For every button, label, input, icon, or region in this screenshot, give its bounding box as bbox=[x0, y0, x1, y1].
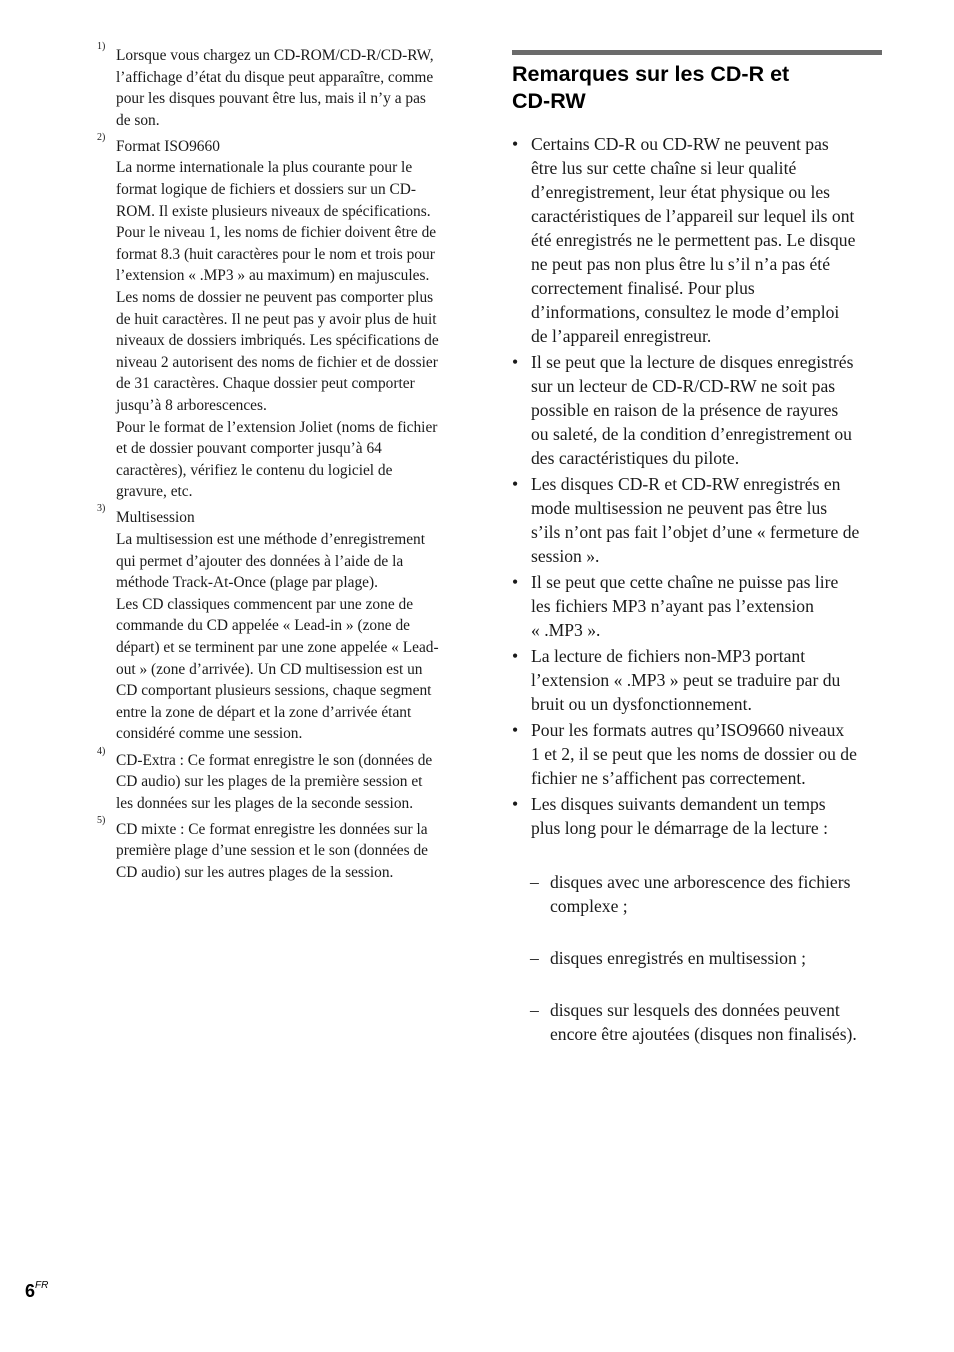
bullet-icon: • bbox=[512, 720, 519, 740]
footnote bbox=[97, 41, 469, 131]
section-heading: Remarques sur les CD-R et CD-RW bbox=[512, 62, 790, 113]
dash-icon: – bbox=[530, 872, 539, 892]
list-item-text: Pour les formats autres qu’ISO9660 niveaux 1 et 2, il se peut que les noms de dossier ou de fichier ne s’affichent pas correctement. bbox=[531, 720, 857, 788]
footnote bbox=[97, 131, 469, 503]
bullet-icon: • bbox=[512, 794, 519, 814]
sub-list-item bbox=[512, 870, 882, 918]
dash-icon: – bbox=[530, 1000, 539, 1020]
sub-list-item-text: disques enregistrés en multisession ; bbox=[550, 948, 807, 968]
footnote-text: Multisession La multisession est une méthode d’enregistrement qui permet d’ajouter des données à l’aide de la méthode Track-At-Once (plage par plage). Les CD classiques commencent par une zone de commande du CD appelée « Lead-in » (zone de départ) et se terminent par une zone appelée « Lead- out » (zone d’arrivée). Un CD multisession est un CD comportant plusieurs sessions, chaque segment entre la zone de départ et la zone d’arrivée étant considéré comme une session. bbox=[116, 509, 439, 743]
footnote-number: 4) bbox=[97, 745, 106, 757]
bullet-icon: • bbox=[512, 572, 519, 592]
section-divider bbox=[512, 50, 882, 55]
list-item-text: Il se peut que cette chaîne ne puisse pas lire les fichiers MP3 n’ayant pas l’extension « .MP3 ». bbox=[531, 572, 839, 640]
footnote-number: 2) bbox=[97, 131, 106, 143]
list-item-text: Les disques suivants demandent un temps plus long pour le démarrage de la lecture : bbox=[531, 794, 829, 838]
list-item-text: Les disques CD-R et CD-RW enregistrés en mode multisession ne peuvent pas être lus s’ils n’ont pas fait l’objet d’une « fermeture de session ». bbox=[531, 474, 860, 566]
footnote bbox=[97, 745, 469, 815]
bullet-icon: • bbox=[512, 352, 519, 372]
list-item bbox=[512, 644, 882, 716]
footnote-text: Format ISO9660 La norme internationale la plus courante pour le format logique de fichiers et dossiers sur un CD- ROM. Il existe plusieurs niveaux de spécifications. Pour le niveau 1, les noms de fichier doivent être de format 8.3 (huit caractères pour le nom et trois pour l’extension « .MP3 » au maximum) en majuscules. Les noms de dossier ne peuvent pas comporter plus de huit caractères. Il ne peut pas y avoir plus de huit niveaux de dossiers imbriqués. Les spécifications de niveau 2 autorisent des noms de fichier et de dossier de 31 caractères. Chaque dossier peut comporter jusqu’à 8 arborescences. Pour le format de l’extension Joliet (noms de fichier et de dossier pouvant comporter jusqu’à 64 caractères), vérifiez le contenu du logiciel de gravure, etc. bbox=[116, 137, 439, 501]
bullet-icon: • bbox=[512, 646, 519, 666]
cd-notes-section bbox=[512, 50, 882, 1096]
list-item-text: La lecture de fichiers non-MP3 portant l’extension « .MP3 » peut se traduire par du bruit ou un dysfonctionnement. bbox=[531, 646, 841, 714]
bullet-list bbox=[512, 132, 882, 1094]
list-item bbox=[512, 132, 882, 348]
list-item-text: Il se peut que la lecture de disques enregistrés sur un lecteur de CD-R/CD-RW ne soit pas possible en raison de la présence de rayures ou saleté, de la condition d’enregistrement ou des caractéristiques du pilote. bbox=[531, 352, 854, 468]
list-item bbox=[512, 472, 882, 568]
page-number-value: 6 bbox=[25, 1281, 36, 1301]
footnote bbox=[97, 814, 469, 884]
footnote-number: 5) bbox=[97, 814, 106, 826]
list-item-text: Certains CD-R ou CD-RW ne peuvent pas être lus sur cette chaîne si leur qualité d’enregistrement, leur état physique ou les caractéristiques de l’appareil sur lequel ils ont été enregistrés ne le permettent pas. Le disque ne peut pas non plus être lu s’il n’a pas été correctement finalisé. Pour plus d’informations, consultez le mode d’emploi de l’appareil enregistreur. bbox=[531, 134, 856, 346]
footnote-text: CD-Extra : Ce format enregistre le son (données de CD audio) sur les plages de la première session et les données sur les plages de la seconde session. bbox=[116, 751, 433, 812]
sub-list-item bbox=[512, 998, 882, 1046]
footnote-number: 3) bbox=[97, 503, 106, 515]
footnote-text: CD mixte : Ce format enregistre les données sur la première plage d’une session et le son (données de CD audio) sur les autres plages de la session. bbox=[116, 820, 428, 881]
bullet-icon: • bbox=[512, 474, 519, 494]
list-item bbox=[512, 792, 882, 1094]
list-item bbox=[512, 570, 882, 642]
sub-list-item bbox=[512, 946, 882, 970]
footnote-text: Lorsque vous chargez un CD-ROM/CD-R/CD-RW, l’affichage d’état du disque peut apparaître, comme pour les disques pouvant être lus, mais il n’y a pas de son. bbox=[116, 47, 434, 129]
sub-list-item-text: disques sur lesquels des données peuvent encore être ajoutées (disques non finalisés). bbox=[550, 1000, 857, 1044]
footnote-number: 1) bbox=[97, 41, 106, 52]
list-item bbox=[512, 718, 882, 790]
dash-icon: – bbox=[530, 948, 539, 968]
sub-list bbox=[512, 842, 882, 1070]
list-item bbox=[512, 350, 882, 470]
footnote bbox=[97, 503, 469, 745]
page-number bbox=[25, 1281, 48, 1302]
sub-list-item-text: disques avec une arborescence des fichiers complexe ; bbox=[550, 872, 851, 916]
footnotes-column bbox=[97, 41, 469, 888]
bullet-icon: • bbox=[512, 134, 519, 154]
page-language: FR bbox=[35, 1280, 49, 1291]
